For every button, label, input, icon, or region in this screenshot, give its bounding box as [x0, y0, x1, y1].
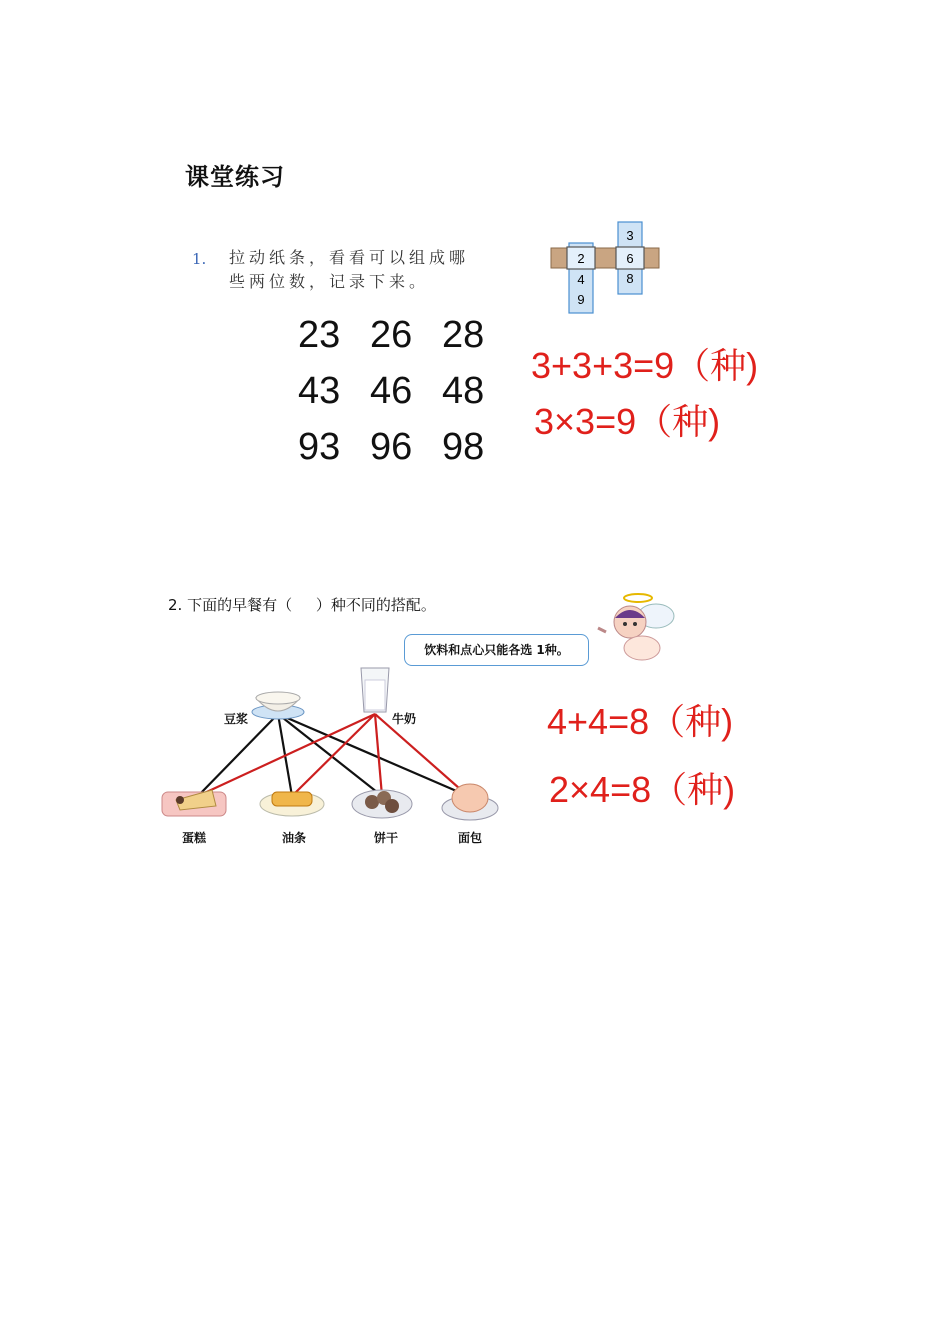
label-biscuit: 饼干 [374, 831, 399, 845]
milk-glass-icon [361, 668, 389, 712]
youtiao-icon [260, 792, 324, 816]
q2-equation-multiplication: 2×4=8（种) [549, 769, 736, 810]
question-1-line-2: 些两位数，记录下来。 [229, 272, 430, 291]
answer-number: 46 [370, 370, 413, 412]
cake-icon [162, 790, 226, 816]
question-1-text [229, 246, 529, 294]
answer-number: 98 [442, 426, 485, 468]
label-soymilk: 豆浆 [224, 712, 249, 726]
breakfast-diagram [160, 662, 505, 852]
q1-equation-addition: 3+3+3=9（种) [531, 345, 759, 386]
question-2-prompt: 2. 下面的早餐有（ ）种不同的搭配。 [168, 596, 436, 614]
question-1-number: 1. [192, 250, 207, 268]
tens-digit: 2 [577, 251, 585, 266]
ones-digit: 3 [626, 228, 634, 243]
soymilk-bowl-icon [252, 692, 304, 719]
q2-equation-addition: 4+4=8（种) [547, 701, 734, 742]
label-cake: 蛋糕 [182, 831, 207, 845]
answer-number: 23 [298, 314, 341, 356]
section-title: 课堂练习 [185, 163, 285, 191]
label-youtiao: 油条 [282, 831, 307, 845]
biscuit-icon [352, 790, 412, 818]
answer-grid [298, 312, 508, 470]
tens-digit: 4 [577, 272, 585, 287]
answer-number: 96 [370, 426, 413, 468]
answer-number: 93 [298, 426, 341, 468]
label-bread: 面包 [458, 831, 483, 845]
tens-digit: 9 [577, 292, 585, 307]
q1-equation-multiplication: 3×3=9（种) [534, 401, 721, 442]
answer-number: 26 [370, 314, 413, 356]
answer-number: 43 [298, 370, 341, 412]
label-milk: 牛奶 [392, 712, 417, 726]
question-1-line-1: 拉动纸条，看看可以组成哪 [229, 248, 470, 267]
angel-mascot [594, 588, 686, 670]
answer-number: 48 [442, 370, 485, 412]
ones-digit: 6 [626, 251, 634, 266]
answer-number: 28 [442, 314, 485, 356]
ones-digit: 8 [626, 271, 634, 286]
digit-strip-diagram [548, 220, 663, 315]
hint-bubble: 饮料和点心只能各选 1种。 [404, 634, 589, 666]
